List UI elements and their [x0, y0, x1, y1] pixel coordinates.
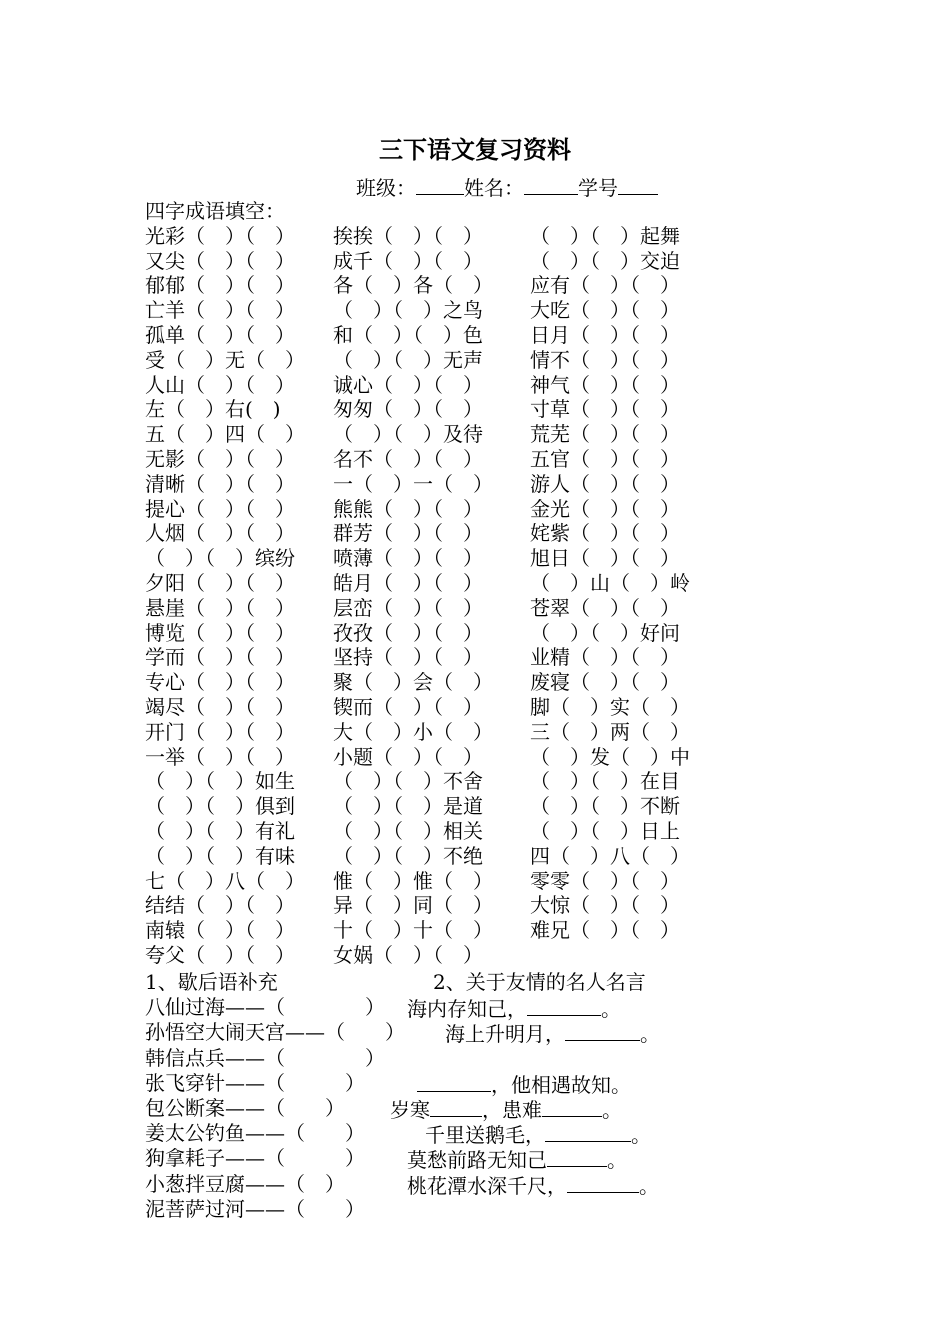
xiehouyu-heading: 1、歇后语补充 [145, 970, 278, 994]
idiom-heading: 四字成语填空： [145, 199, 285, 223]
xiehouyu-item[interactable]: 八仙过海——（ ） [145, 995, 385, 1020]
idiom-item[interactable]: 大（ ）小（ ） [333, 719, 493, 744]
idiom-item[interactable]: 人山（ ）（ ） [145, 372, 295, 397]
idiom-item[interactable]: 清晰（ ）（ ） [145, 471, 295, 496]
quote-text: ，他相遇故知。 [491, 1072, 631, 1097]
idiom-item[interactable]: 姹紫（ ）（ ） [530, 521, 680, 546]
quote-text: 。 [601, 997, 621, 1022]
idiom-row [145, 422, 680, 447]
xiehouyu-item[interactable]: 小葱拌豆腐——（ ） [145, 1171, 345, 1196]
idiom-item[interactable]: 三（ ）两（ ） [530, 719, 690, 744]
idiom-item[interactable]: 情不（ ）（ ） [530, 347, 680, 372]
idiom-item[interactable]: 大吃（ ）（ ） [530, 298, 680, 323]
idiom-item[interactable]: 竭尽（ ）（ ） [145, 694, 295, 719]
idiom-item[interactable]: 提心（ ）（ ） [145, 496, 295, 521]
xiehouyu-item[interactable]: 张飞穿针——（ ） [145, 1070, 365, 1095]
idiom-item[interactable]: 群芳（ ）（ ） [333, 521, 483, 546]
idiom-item[interactable]: （ ）（ ）缤纷 [145, 546, 295, 571]
idiom-item[interactable]: （ ）（ ）无声 [333, 347, 483, 372]
class-blank[interactable] [416, 174, 464, 195]
idiom-row [145, 595, 680, 621]
number-label: 学号 [578, 176, 618, 200]
quote-item [390, 1096, 622, 1123]
idiom-item[interactable]: 学而（ ）（ ） [145, 645, 295, 670]
idiom-item[interactable]: （ ）（ ）不绝 [333, 843, 483, 868]
idiom-row [145, 794, 680, 819]
idiom-row [145, 942, 483, 968]
idiom-item[interactable]: 旭日（ ）（ ） [530, 546, 680, 571]
idiom-item[interactable]: 人烟（ ）（ ） [145, 521, 295, 546]
quote-text: 。 [602, 1097, 622, 1122]
idiom-item[interactable]: 亡羊（ ）（ ） [145, 298, 295, 323]
idiom-item[interactable]: （ ）（ ）日上 [530, 818, 680, 843]
quote-text: ，患难 [482, 1097, 542, 1122]
quote-text: 岁寒 [390, 1097, 430, 1122]
quote-blank[interactable] [527, 995, 601, 1016]
idiom-row [145, 347, 680, 373]
quote-item [407, 1146, 627, 1173]
idiom-item[interactable]: 一（ ）一（ ） [333, 471, 493, 496]
quote-text: 莫愁前路无知己 [407, 1148, 547, 1173]
idiom-row [145, 645, 680, 670]
idiom-item[interactable]: 游人（ ）（ ） [530, 471, 680, 496]
idiom-item[interactable]: 专心（ ）（ ） [145, 670, 295, 695]
idiom-item[interactable]: 名不（ ）（ ） [333, 446, 483, 471]
idiom-row [145, 769, 680, 794]
idiom-item[interactable]: （ ）（ ）俱到 [145, 794, 295, 819]
idiom-item[interactable]: 皓月（ ）（ ） [333, 570, 483, 595]
idiom-item[interactable]: 夕阳（ ）（ ） [145, 570, 295, 595]
idiom-item[interactable]: （ ）（ ）是道 [333, 794, 483, 819]
idiom-item[interactable]: （ ）（ ）好问 [530, 620, 680, 645]
quote-text: 海上升明月， [445, 1022, 565, 1047]
idiom-row [145, 670, 680, 695]
quote-blank[interactable] [567, 1172, 639, 1193]
quote-item [417, 1071, 631, 1098]
idiom-item[interactable]: 业精（ ）（ ） [530, 645, 680, 670]
idiom-row [145, 322, 680, 348]
quote-item [407, 1172, 659, 1199]
idiom-item[interactable]: （ ）（ ）在目 [530, 769, 680, 794]
idiom-item[interactable]: 惟（ ）惟（ ） [333, 868, 493, 893]
quote-item [445, 1020, 660, 1047]
idiom-item[interactable]: （ ）（ ）及待 [333, 422, 483, 447]
idiom-item[interactable]: 难兄（ ）（ ） [530, 918, 680, 943]
idiom-row [145, 397, 680, 422]
idiom-row [145, 521, 680, 546]
idiom-row [145, 570, 690, 596]
idiom-item[interactable]: 成千（ ）（ ） [333, 248, 483, 273]
page-title: 三下语文复习资料 [379, 135, 571, 164]
idiom-row [145, 719, 690, 745]
xiehouyu-item[interactable]: 姜太公钓鱼——（ ） [145, 1121, 365, 1146]
idiom-item[interactable]: （ ）山（ ）岭 [530, 570, 690, 595]
idiom-item[interactable]: （ ）（ ）有味 [145, 843, 295, 868]
idiom-item[interactable]: 寸草（ ）（ ） [530, 397, 680, 422]
idiom-item[interactable]: 结结（ ）（ ） [145, 893, 295, 918]
idiom-item[interactable]: 光彩（ ）（ ） [145, 223, 295, 248]
idiom-item[interactable]: 又尖（ ）（ ） [145, 248, 295, 273]
name-blank[interactable] [524, 174, 578, 195]
idiom-item[interactable]: 一举（ ）（ ） [145, 744, 295, 769]
idiom-row [145, 694, 690, 720]
idiom-item[interactable]: 日月（ ）（ ） [530, 322, 680, 347]
idiom-item[interactable]: 开门（ ）（ ） [145, 719, 295, 744]
idiom-item[interactable]: 悬崖（ ）（ ） [145, 595, 295, 620]
idiom-item[interactable]: 左（ ）右( ) [145, 397, 281, 422]
class-label: 班级： [356, 176, 416, 200]
quote-blank[interactable] [417, 1071, 491, 1092]
idiom-item[interactable]: 郁郁（ ）（ ） [145, 273, 295, 298]
quote-item [407, 995, 621, 1022]
xiehouyu-item[interactable]: 泥菩萨过河——（ ） [145, 1196, 365, 1221]
idiom-item[interactable]: 无影（ ）（ ） [145, 446, 295, 471]
idiom-item[interactable]: 和（ ）（ ）色 [333, 322, 483, 347]
quote-blank[interactable] [565, 1020, 640, 1041]
idiom-row [145, 372, 680, 398]
idiom-item[interactable]: 小题（ ）（ ） [333, 744, 483, 769]
idiom-row [145, 273, 680, 298]
idiom-item[interactable]: 夸父（ ）（ ） [145, 942, 295, 967]
quote-text: 海内存知己， [407, 997, 527, 1022]
idiom-item[interactable]: 应有（ ）（ ） [530, 273, 680, 298]
idiom-item[interactable]: 废寝（ ）（ ） [530, 670, 680, 695]
idiom-item[interactable]: 喷薄（ ）（ ） [333, 546, 483, 571]
idiom-item[interactable]: （ ）（ ）之鸟 [333, 298, 483, 323]
idiom-row [145, 446, 680, 472]
quote-blank[interactable] [547, 1146, 607, 1167]
idiom-row [145, 818, 680, 844]
idiom-item[interactable]: （ ）（ ）不断 [530, 794, 680, 819]
idiom-row [145, 248, 680, 274]
name-label: 姓名： [464, 176, 524, 200]
idiom-item[interactable]: 孜孜（ ）（ ） [333, 620, 483, 645]
quote-text: 桃花潭水深千尺， [407, 1173, 567, 1198]
idiom-item[interactable]: （ ）（ ）相关 [333, 818, 483, 843]
idiom-row [145, 546, 680, 571]
idiom-item[interactable]: 苍翠（ ）（ ） [530, 595, 680, 620]
idiom-item[interactable]: 金光（ ）（ ） [530, 496, 680, 521]
idiom-row [145, 918, 680, 943]
idiom-item[interactable]: 孤单（ ）（ ） [145, 322, 295, 347]
xiehouyu-item[interactable]: 韩信点兵——（ ） [145, 1045, 385, 1070]
quote-text: 。 [607, 1148, 627, 1173]
idiom-item[interactable]: 五（ ）四（ ） [145, 422, 305, 447]
idiom-item[interactable]: 大惊（ ）（ ） [530, 893, 680, 918]
idiom-row [145, 893, 680, 918]
idiom-item[interactable]: （ ）发（ ）中 [530, 744, 690, 769]
idiom-item[interactable]: 荒芜（ ）（ ） [530, 422, 680, 447]
idiom-row [145, 868, 680, 894]
quote-blank[interactable] [545, 1121, 631, 1142]
idiom-item[interactable]: 诚心（ ）（ ） [333, 372, 483, 397]
idiom-item[interactable]: 神气（ ）（ ） [530, 372, 680, 397]
quotes-heading: 2、关于友情的名人名言 [433, 970, 646, 994]
number-blank[interactable] [618, 174, 658, 195]
idiom-item[interactable]: 熊熊（ ）（ ） [333, 496, 483, 521]
quote-text: 。 [639, 1173, 659, 1198]
quote-blank[interactable] [430, 1096, 482, 1117]
quote-blank[interactable] [542, 1096, 602, 1117]
idiom-row [145, 496, 680, 522]
student-info-line [356, 174, 658, 201]
idiom-item[interactable]: （ ）（ ）有礼 [145, 818, 295, 843]
xiehouyu-item[interactable]: 包公断案——（ ） [145, 1095, 345, 1120]
quote-text: 。 [631, 1123, 651, 1148]
idiom-item[interactable]: 四（ ）八（ ） [530, 843, 690, 868]
idiom-item[interactable]: 受（ ）无（ ） [145, 347, 305, 372]
idiom-item[interactable]: 博览（ ）（ ） [145, 620, 295, 645]
idiom-row [145, 620, 680, 646]
xiehouyu-item[interactable]: 孙悟空大闹天宫——（ ） [145, 1020, 405, 1045]
idiom-item[interactable]: 挨挨（ ）（ ） [333, 223, 483, 248]
idiom-item[interactable]: 南辕（ ）（ ） [145, 918, 295, 943]
idiom-grid [145, 223, 690, 968]
idiom-item[interactable]: 异（ ）同（ ） [333, 893, 493, 918]
idiom-row [145, 298, 680, 323]
idiom-row [145, 744, 690, 770]
idiom-row [145, 223, 680, 249]
idiom-item[interactable]: （ ）（ ）起舞 [530, 223, 680, 248]
idiom-item[interactable]: （ ）（ ）如生 [145, 769, 295, 794]
idiom-item[interactable]: 七（ ）八（ ） [145, 868, 305, 893]
idiom-item[interactable]: （ ）（ ）不舍 [333, 769, 483, 794]
idiom-section [145, 199, 690, 968]
idiom-item[interactable]: 女娲（ ）（ ） [333, 942, 483, 967]
idiom-row [145, 471, 680, 497]
idiom-row [145, 843, 690, 869]
idiom-item[interactable]: 十（ ）十（ ） [333, 918, 493, 943]
idiom-item[interactable]: 五官（ ）（ ） [530, 446, 680, 471]
xiehouyu-item[interactable]: 狗拿耗子——（ ） [145, 1146, 365, 1171]
idiom-item[interactable]: 坚持（ ）（ ） [333, 645, 483, 670]
idiom-item[interactable]: 层峦（ ）（ ） [333, 595, 483, 620]
idiom-item[interactable]: 锲而（ ）（ ） [333, 694, 483, 719]
idiom-item[interactable]: 聚（ ）会（ ） [333, 670, 493, 695]
quote-text: 千里送鹅毛， [425, 1123, 545, 1148]
idiom-item[interactable]: 零零（ ）（ ） [530, 868, 680, 893]
quote-item [425, 1121, 651, 1148]
quote-text: 。 [640, 1022, 660, 1047]
idiom-item[interactable]: 脚（ ）实（ ） [530, 694, 690, 719]
idiom-item[interactable]: （ ）（ ）交迫 [530, 248, 680, 273]
idiom-item[interactable]: 各（ ）各（ ） [333, 273, 493, 298]
idiom-item[interactable]: 匆匆（ ）（ ） [333, 397, 483, 422]
